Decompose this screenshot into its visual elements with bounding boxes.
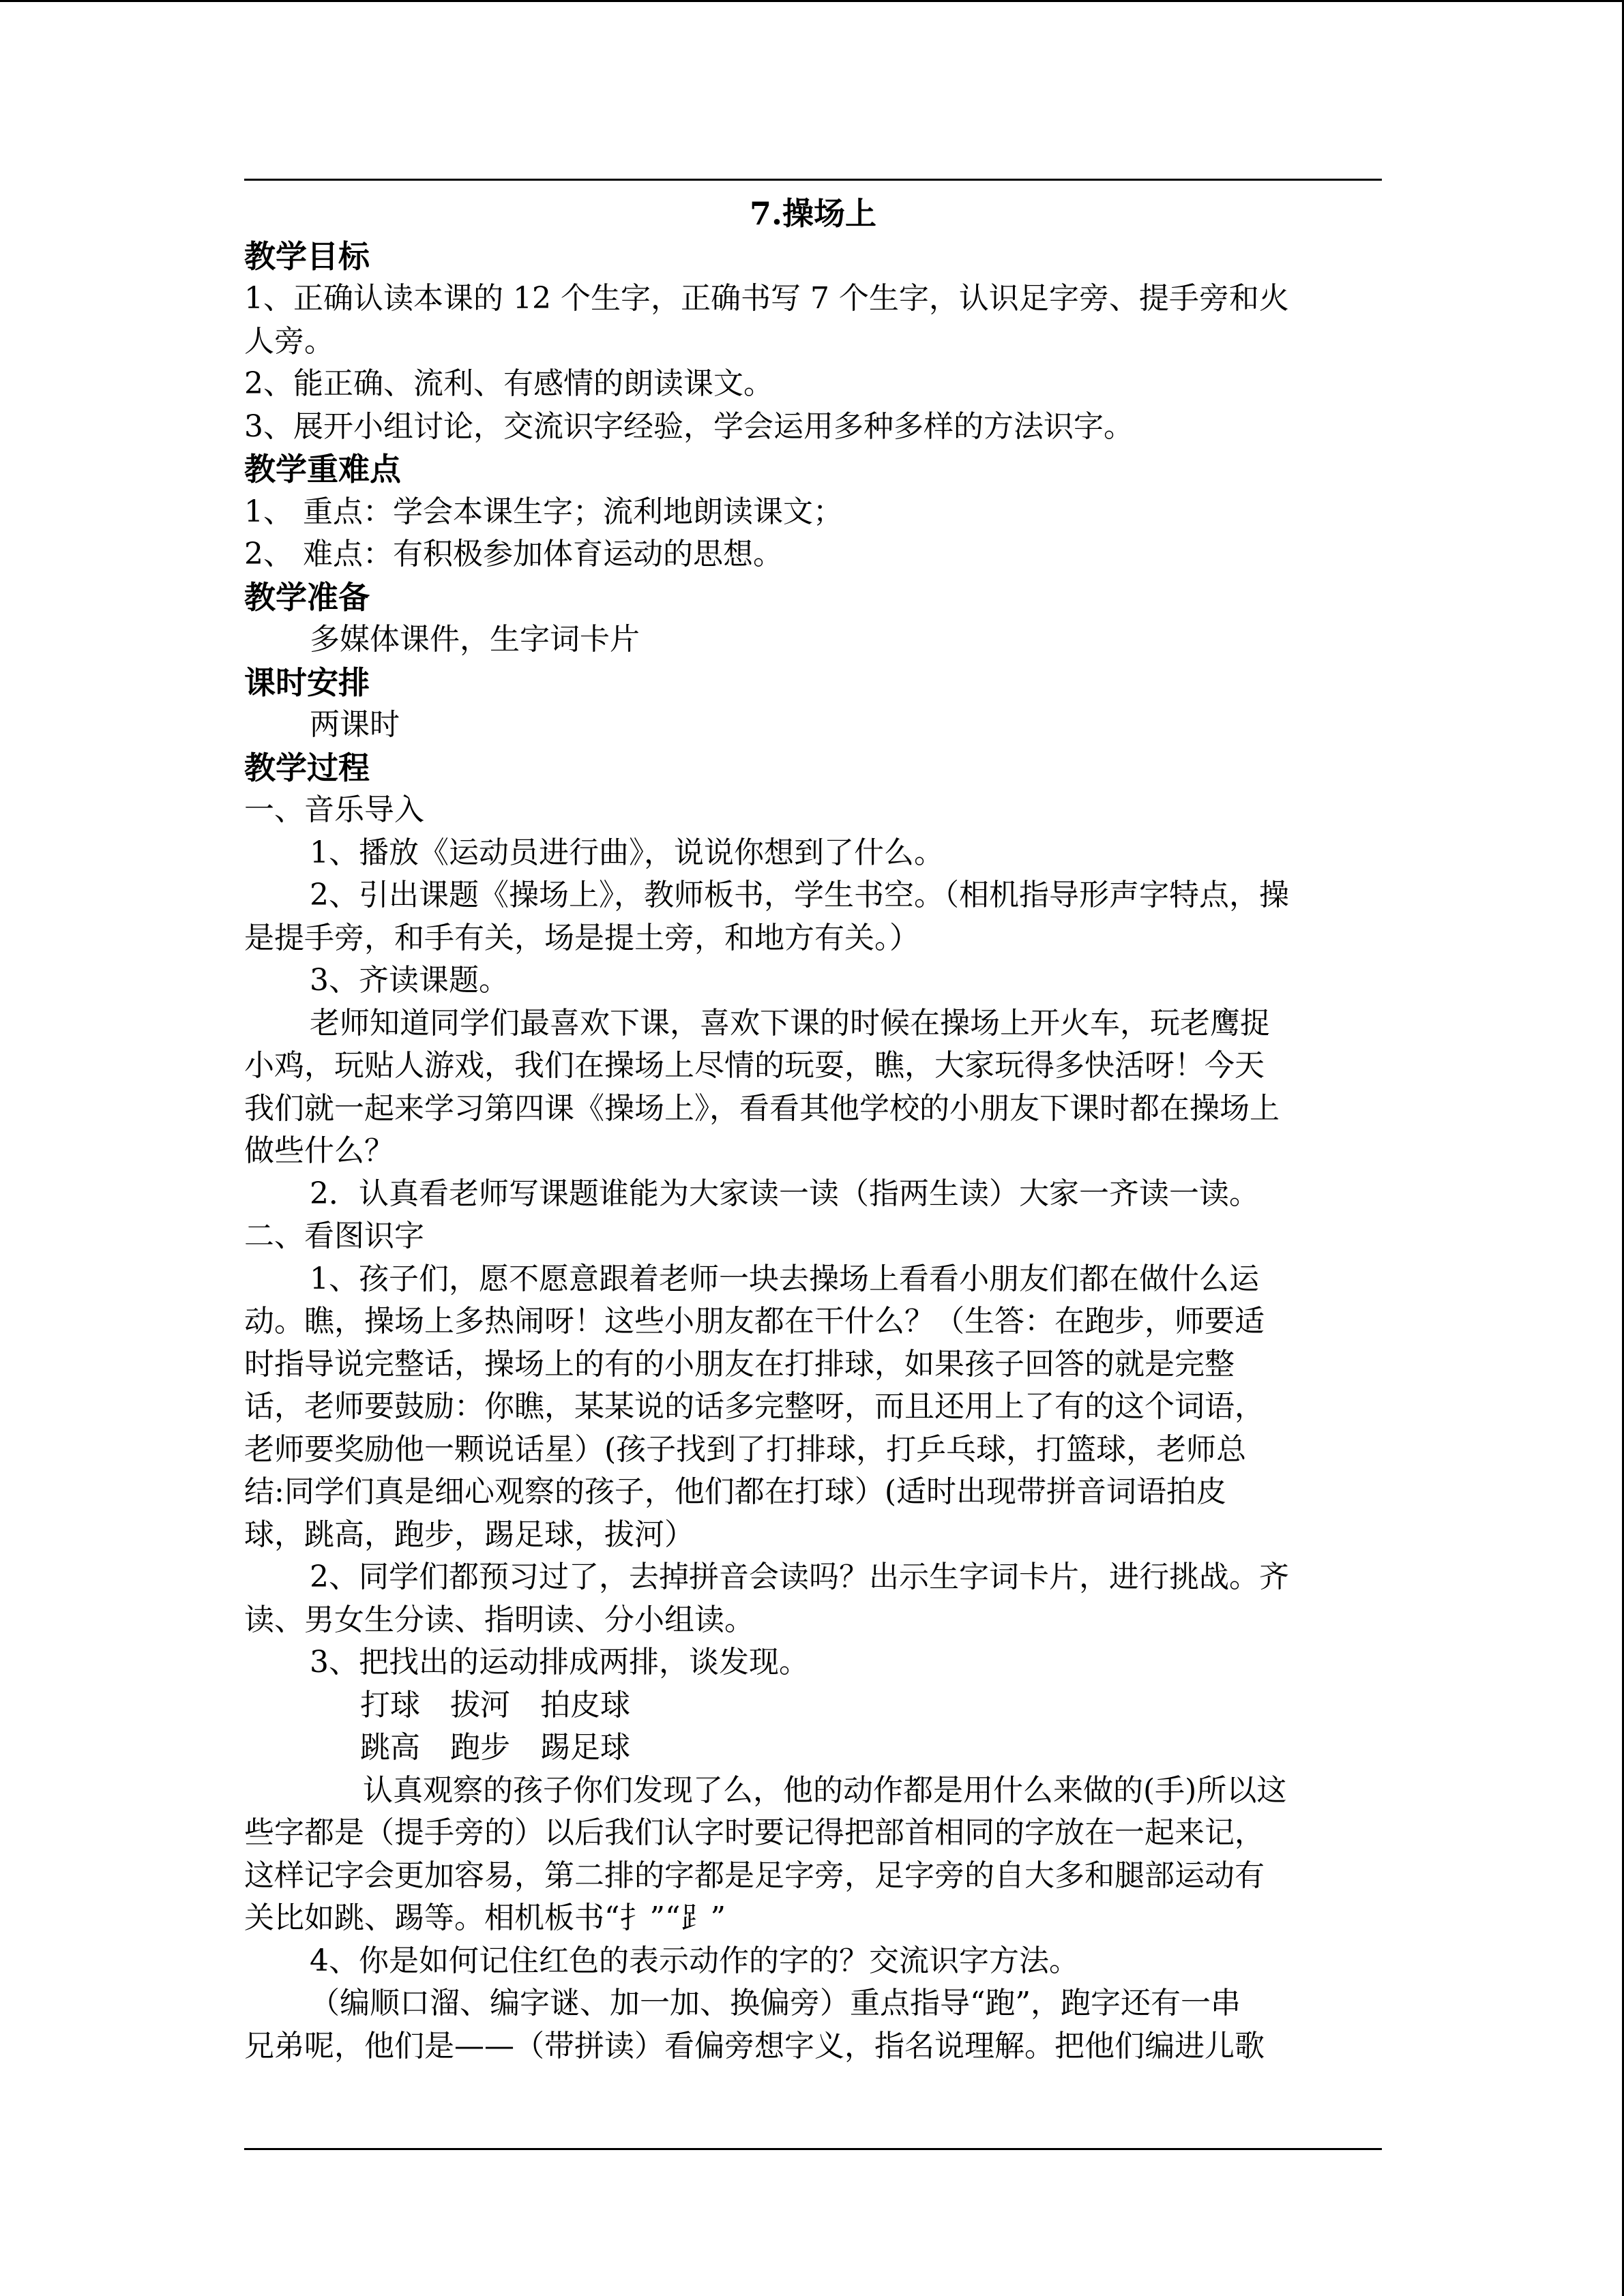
- text-line: 结:同学们真是细心观察的孩子，他们都在打球）(适时出现带拼音词语拍皮: [244, 1474, 1226, 1509]
- text-line: （编顺口溜、编字谜、加一加、换偏旁）重点指导“跑”，跑字还有一串: [310, 1986, 1241, 2021]
- text-line: 认真观察的孩子你们发现了么，他的动作都是用什么来做的(手)所以这: [363, 1772, 1287, 1808]
- text-line: 读、男女生分读、指明读、分小组读。: [244, 1602, 754, 1637]
- text-line: 人旁。: [244, 323, 334, 359]
- text-line: 些字都是（提手旁的）以后我们认字时要记得把部首相同的字放在一起来记，: [244, 1815, 1265, 1850]
- section-heading: 教学过程: [244, 749, 370, 786]
- text-line: 1、 重点：学会本课生字；流利地朗读课文；: [244, 494, 843, 529]
- text-line: 球，跳高，跑步，踢足球，拔河）: [244, 1517, 694, 1552]
- text-line: 3、把找出的运动排成两排，谈发现。: [310, 1645, 809, 1680]
- document-body: [244, 192, 1382, 2068]
- section-heading: 教学目标: [244, 237, 370, 275]
- text-line: 2、能正确、流利、有感情的朗读课文。: [244, 366, 773, 401]
- text-line: 3、齐读课题。: [310, 963, 509, 998]
- text-line: 两课时: [310, 707, 400, 742]
- text-line: 跳高 跑步 踢足球: [360, 1730, 630, 1765]
- text-line: 打球 拔河 拍皮球: [360, 1687, 630, 1723]
- text-line: 是提手旁，和手有关，场是提土旁，和地方有关。）: [244, 920, 919, 955]
- text-line: 动。瞧，操场上多热闹呀！这些小朋友都在干什么？（生答：在跑步，师要适: [244, 1304, 1265, 1339]
- section-heading: 课时安排: [244, 664, 370, 701]
- text-line: 老师要奖励他一颗说话星）(孩子找到了打排球，打乒乓球，打篮球，老师总: [244, 1431, 1247, 1467]
- text-line: 关比如跳、踢等。相机板书“扌”“⻊”: [244, 1900, 726, 1935]
- text-line: 多媒体课件，生字词卡片: [310, 622, 640, 657]
- text-line: 2、同学们都预习过了，去掉拼音会读吗？出示生字词卡片，进行挑战。齐: [310, 1560, 1289, 1594]
- text-line: 一、音乐导入: [244, 792, 424, 827]
- header-rule: [244, 179, 1382, 181]
- section-heading: 教学准备: [244, 578, 370, 616]
- text-line: 2、 难点：有积极参加体育运动的思想。: [244, 537, 783, 571]
- page-top-border: [0, 0, 1624, 2]
- text-line: 我们就一起来学习第四课《操场上》，看看其他学校的小朋友下课时都在操场上: [244, 1090, 1280, 1126]
- lesson-title: 7.操场上: [749, 195, 877, 232]
- text-line: 话，老师要鼓励：你瞧，某某说的话多完整呀，而且还用上了有的这个词语，: [244, 1389, 1265, 1424]
- section-heading: 教学重难点: [244, 451, 401, 488]
- text-line: 这样记字会更加容易，第二排的字都是足字旁，足字旁的自大多和腿部运动有: [244, 1858, 1265, 1893]
- text-line: 2、引出课题《操场上》，教师板书，学生书空。（相机指导形声字特点，操: [310, 878, 1289, 912]
- text-line: 4、你是如何记住红色的表示动作的字的？交流识字方法。: [310, 1943, 1079, 1978]
- text-line: 1、孩子们，愿不愿意跟着老师一块去操场上看看小朋友们都在做什么运: [310, 1261, 1259, 1296]
- text-line: 时指导说完整话，操场上的有的小朋友在打排球，如果孩子回答的就是完整: [244, 1346, 1235, 1382]
- lesson-lines: [244, 235, 1382, 2068]
- text-line: 1、播放《运动员进行曲》，说说你想到了什么。: [310, 835, 944, 870]
- text-line: 1、正确认读本课的 12 个生字，正确书写 7 个生字，认识足字旁、提手旁和火: [244, 281, 1289, 316]
- text-line: 兄弟呢，他们是——（带拼读）看偏旁想字义，指名说理解。把他们编进儿歌: [244, 2028, 1265, 2063]
- footer-rule: [244, 2148, 1382, 2150]
- text-line: 小鸡，玩贴人游戏，我们在操场上尽情的玩耍，瞧，大家玩得多快活呀！今天: [244, 1048, 1265, 1083]
- text-line: 2．认真看老师写课题谁能为大家读一读（指两生读）大家一齐读一读。: [310, 1176, 1259, 1211]
- text-line: 老师知道同学们最喜欢下课，喜欢下课的时候在操场上开火车，玩老鹰捉: [310, 1005, 1270, 1041]
- text-line: 做些什么？: [244, 1133, 394, 1168]
- text-line: 3、展开小组讨论，交流识字经验，学会运用多种多样的方法识字。: [244, 408, 1134, 444]
- text-line: 二、看图识字: [244, 1219, 424, 1253]
